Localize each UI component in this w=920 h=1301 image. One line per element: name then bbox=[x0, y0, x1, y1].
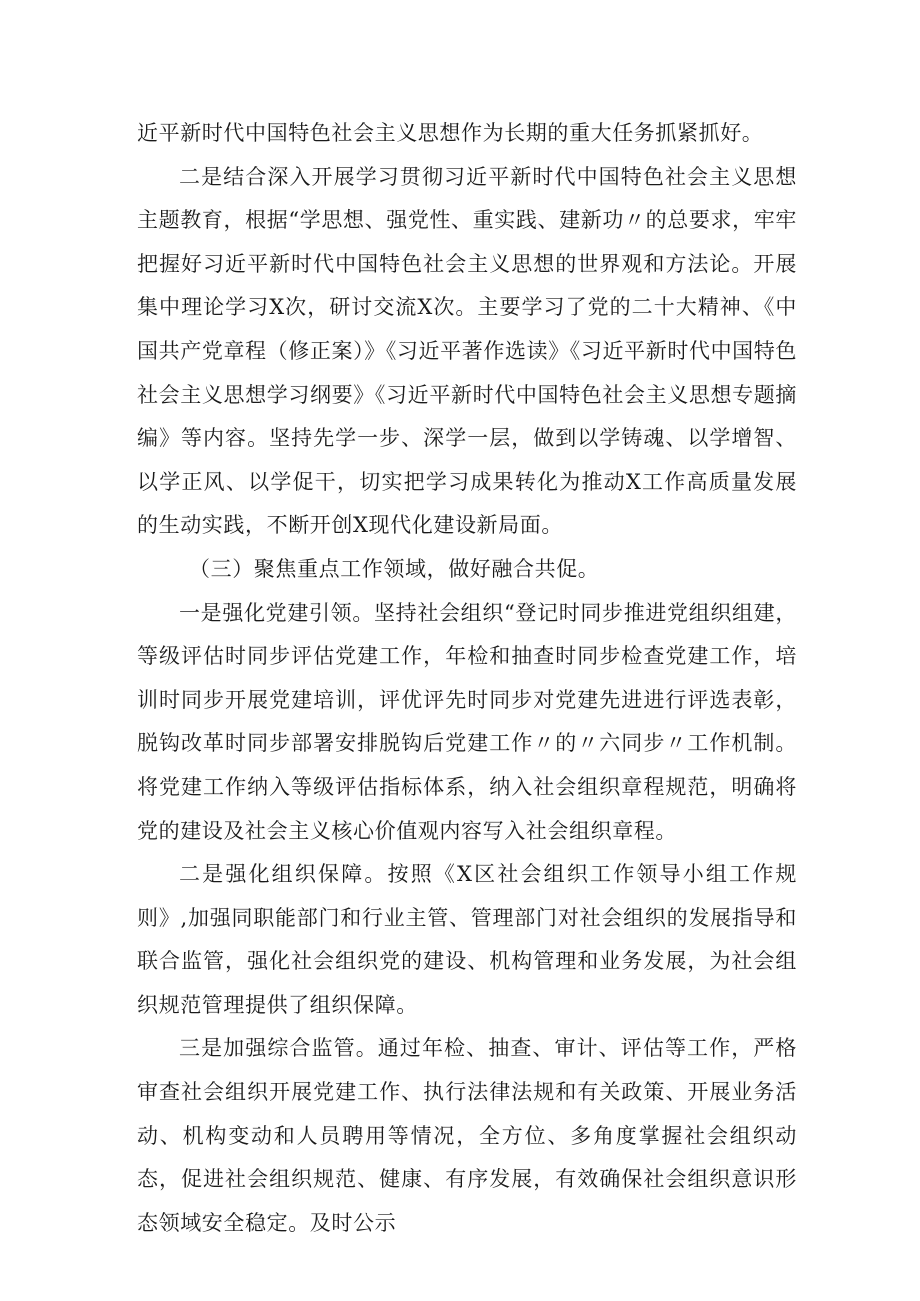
document-body bbox=[137, 112, 797, 1245]
paragraph-study-theme-education: 二是结合深入开展学习贯彻习近平新时代中国特色社会主义思想主题教育，根据“学思想、强党性、重实践、建新功〃的总要求，牢牢把握好习近平新时代中国特色社会主义思想的世界观和方法论。开展集中理论学习X次，研讨交流X次。主要学习了党的二十大精神、《中国共产党章程（修正案）》《习近平著作选读》《习近平新时代中国特色社会主义思想学习纲要》《习近平新时代中国特色社会主义思想专题摘编》等内容。坚持先学一步、深学一层，做到以学铸魂、以学增智、以学正风、以学促干，切实把学习成果转化为推动X工作高质量发展的生动实践，不断开创X现代化建设新局面。 bbox=[137, 164, 797, 538]
paragraph-party-building-guidance: 一是强化党建引领。坚持社会组织“登记时同步推进党组织组建，等级评估时同步评估党建工作，年检和抽查时同步检查党建工作，培训时同步开展党建培训，评优评先时同步对党建先进进行评选表彰，脱钩改革时同步部署安排脱钩后党建工作〃的〃六同步〃工作机制。将党建工作纳入等级评估指标体系，纳入社会组织章程规范，明确将党的建设及社会主义核心价值观内容写入社会组织章程。 bbox=[137, 600, 797, 843]
section-heading-3: （三）聚焦重点工作领域，做好融合共促。 bbox=[189, 556, 600, 581]
paragraph-organizational-guarantee: 二是强化组织保障。按照《X区社会组织工作领导小组工作规则》,加强同职能部门和行业主管、管理部门对社会组织的发展指导和联合监管，强化社会组织党的建设、机构管理和业务发展，为社会组织规范管理提供了组织保障。 bbox=[137, 862, 797, 1017]
paragraph-continuation: 近平新时代中国特色社会主义思想作为长期的重大任务抓紧抓好。 bbox=[137, 121, 764, 145]
paragraph-comprehensive-supervision: 三是加强综合监管。通过年检、抽查、审计、评估等工作，严格审查社会组织开展党建工作、执行法律法规和有关政策、开展业务活动、机构变动和人员聘用等情况，全方位、多角度掌握社会组织动态，促进社会组织规范、健康、有序发展，有效确保社会组织意识形态领域安全稳定。及时公示 bbox=[137, 1036, 797, 1235]
